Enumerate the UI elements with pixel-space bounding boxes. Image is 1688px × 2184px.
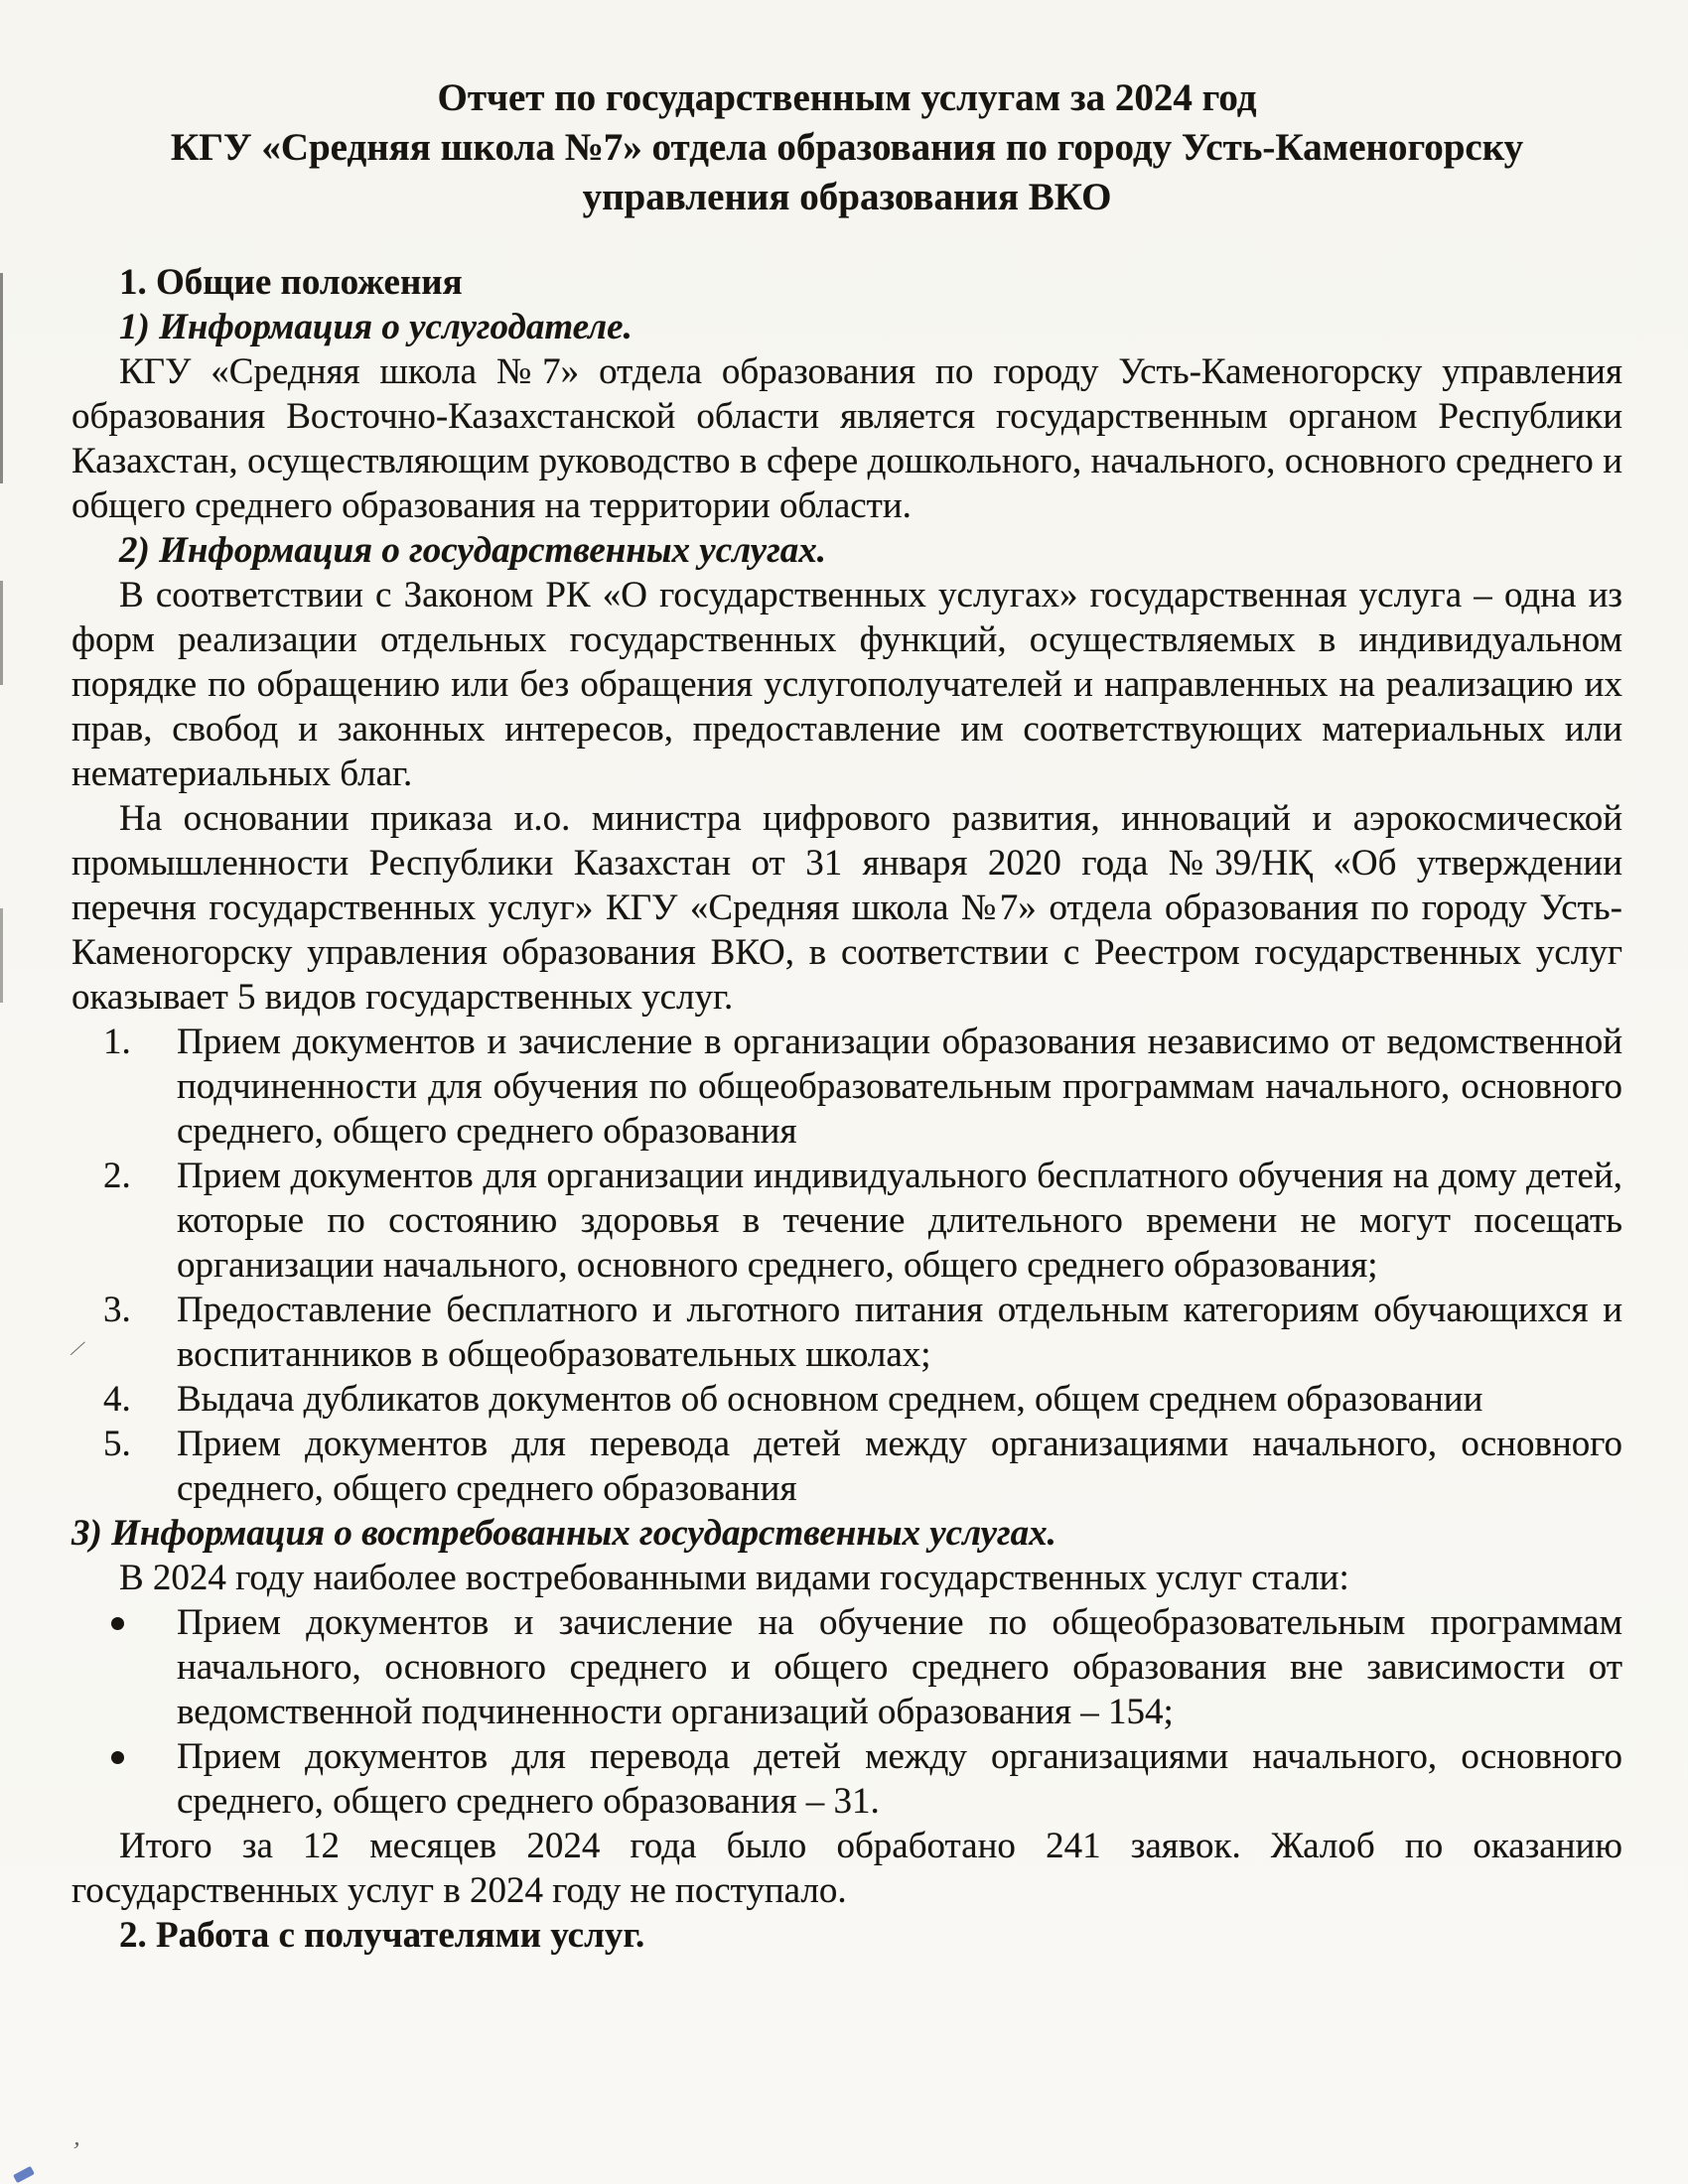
section-1-heading: 1. Общие положения <box>119 262 463 303</box>
scan-edge-artifact <box>0 273 3 483</box>
demand-bullet-1: Прием документов и зачисление на обучение по общеобразовательным программам начального, основного среднего и общего среднего образования вне зависимости от ведомственной подчиненности организаций образования – 154; <box>71 1600 1622 1734</box>
scan-stray-mark: ’ <box>70 2135 82 2166</box>
service-item-3: Предоставление бесплатного и льготного питания отдельным категориям обучающихся и воспитанников в общеобразовательных школах; <box>177 1290 1622 1375</box>
paragraph-state-services-definition: В соответствии с Законом РК «О государственных услугах» государственная услуга – одна из форм реализации отдельных государственных функций, осуществляемых в индивидуальном порядке по обращению или без обращения услугополучателей и направленных на реализацию их прав, свобод и законных интересов, предоставление им соответствующих материальных или нематериальных благ. <box>71 575 1622 794</box>
service-item-2: Прием документов для организации индивидуального бесплатного обучения на дому детей, которые по состоянию здоровья в течение длительного времени не могут посещать организации начального, основного среднего, общего среднего образования; <box>177 1156 1622 1286</box>
paragraph-totals: Итого за 12 месяцев 2024 года было обработано 241 заявок. Жалоб по оказанию государственных услуг в 2024 году не поступало. <box>71 1826 1622 1911</box>
scan-edge-artifact <box>0 908 3 1003</box>
section-2-heading: 2. Работа с получателями услуг. <box>119 1915 645 1956</box>
document-body <box>71 260 1622 1958</box>
document-title <box>71 73 1622 222</box>
scan-edge-artifact <box>0 581 3 685</box>
title-line-1: Отчет по государственным услугам за 2024 год <box>437 76 1257 119</box>
scan-stray-mark: ⁄ <box>72 1335 82 1363</box>
paragraph-order-basis: На основании приказа и.о. министра цифрового развития, инноваций и аэрокосмической промышленности Республики Казахстан от 31 января 2020 года №39/НҚ «Об утверждении перечня государственных услуг» КГУ «Средняя школа №7» отдела образования по городу Усть-Каменогорску управления образования ВКО, в соответствии с Реестром государственных услуг оказывает 5 видов государственных услуг. <box>71 798 1622 1018</box>
paragraph-demand-intro: В 2024 году наиболее востребованными видами государственных услуг стали: <box>119 1558 1349 1598</box>
scan-blue-mark-artifact <box>13 2166 35 2183</box>
services-list <box>71 1020 1622 1511</box>
service-item-5: Прием документов для перевода детей между организациями начального, основного среднего, общего среднего образования <box>177 1424 1622 1509</box>
service-item-1: Прием документов и зачисление в организации образования независимо от ведомственной подчиненности для обучения по общеобразовательным программам начального, основного среднего, общего среднего образования <box>177 1022 1622 1152</box>
demanded-services-list <box>71 1600 1622 1824</box>
subsection-3-heading: 3) Информация о востребованных государственных услугах. <box>71 1513 1056 1554</box>
demand-bullet-2: Прием документов для перевода детей между организациями начального, основного среднего, общего среднего образования – 31. <box>71 1734 1622 1824</box>
title-line-3: управления образования ВКО <box>582 176 1112 218</box>
paragraph-provider-info: КГУ «Средняя школа №7» отдела образования по городу Усть-Каменогорску управления образования Восточно-Казахстанской области является государственным органом Республики Казахстан, осуществляющим руководство в сфере дошкольного, начального, основного среднего и общего среднего образования на территории области. <box>71 351 1622 526</box>
subsection-2-heading: 2) Информация о государственных услугах. <box>119 530 826 571</box>
title-line-2: КГУ «Средняя школа №7» отдела образования по городу Усть-Каменогорску <box>170 126 1524 169</box>
subsection-1-heading: 1) Информация о услугодателе. <box>119 307 633 347</box>
service-item-4: Выдача дубликатов документов об основном среднем, общем среднем образовании <box>177 1379 1483 1420</box>
